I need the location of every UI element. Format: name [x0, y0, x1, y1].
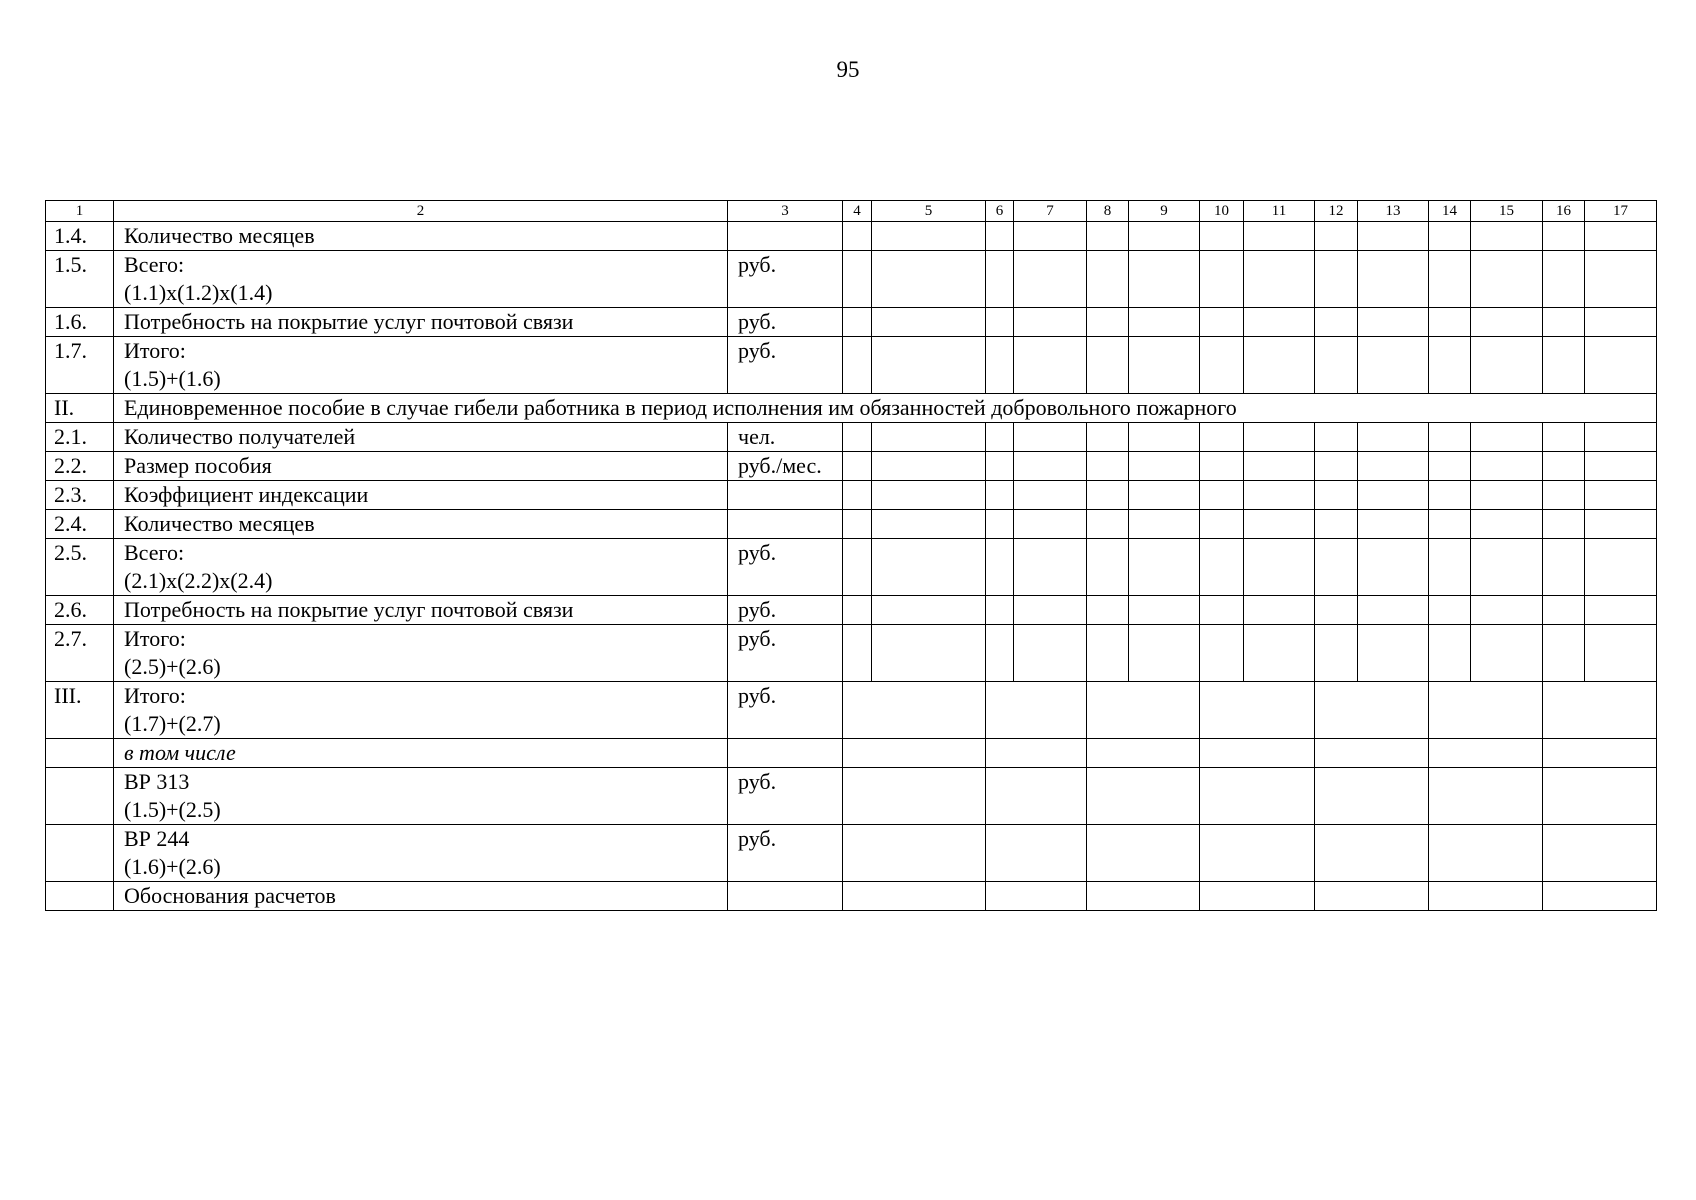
- value-cell: [1471, 625, 1543, 682]
- row-number: 2.1.: [46, 423, 114, 452]
- merged-value-cell: [843, 682, 986, 739]
- unit-cell: [728, 510, 843, 539]
- merged-value-cell: [843, 882, 986, 911]
- value-cell: [1087, 423, 1129, 452]
- merged-value-cell: [986, 825, 1087, 882]
- value-cell: [1315, 222, 1358, 251]
- value-cell: [986, 481, 1014, 510]
- value-cell: [1471, 337, 1543, 394]
- page-number: 95: [836, 57, 860, 82]
- merged-value-cell: [986, 768, 1087, 825]
- value-cell: [843, 625, 872, 682]
- row-formula: (1.7)+(2.7): [124, 711, 221, 736]
- value-cell: [1471, 596, 1543, 625]
- value-cell: [1087, 452, 1129, 481]
- value-cell: [1200, 625, 1244, 682]
- row-number: 1.5.: [46, 251, 114, 308]
- value-cell: [1471, 452, 1543, 481]
- column-number-cell: 9: [1129, 201, 1200, 222]
- value-cell: [1087, 510, 1129, 539]
- value-cell: [1358, 539, 1429, 596]
- row-number: 2.2.: [46, 452, 114, 481]
- value-cell: [872, 510, 986, 539]
- value-cell: [1429, 596, 1471, 625]
- row-formula: (1.6)+(2.6): [124, 854, 221, 879]
- value-cell: [843, 452, 872, 481]
- value-cell: [1585, 596, 1657, 625]
- row-name: Количество месяцев: [114, 222, 728, 251]
- table-row: [46, 539, 1657, 596]
- value-cell: [1429, 251, 1471, 308]
- value-cell: [1200, 423, 1244, 452]
- value-cell: [1585, 625, 1657, 682]
- value-cell: [1471, 222, 1543, 251]
- merged-value-cell: [1200, 682, 1315, 739]
- value-cell: [1244, 222, 1315, 251]
- value-cell: [1129, 423, 1200, 452]
- value-cell: [1429, 337, 1471, 394]
- table-row: [46, 452, 1657, 481]
- value-cell: [1429, 452, 1471, 481]
- value-cell: [1244, 481, 1315, 510]
- value-cell: [1471, 539, 1543, 596]
- merged-value-cell: [1315, 768, 1429, 825]
- value-cell: [1129, 222, 1200, 251]
- merged-value-cell: [1429, 768, 1543, 825]
- row-name: Количество получателей: [114, 423, 728, 452]
- value-cell: [1129, 625, 1200, 682]
- value-cell: [986, 452, 1014, 481]
- merged-value-cell: [1315, 825, 1429, 882]
- unit-cell: [728, 882, 843, 911]
- value-cell: [986, 337, 1014, 394]
- value-cell: [1543, 625, 1585, 682]
- value-cell: [1471, 251, 1543, 308]
- value-cell: [1014, 308, 1087, 337]
- table-row: [46, 596, 1657, 625]
- value-cell: [1200, 222, 1244, 251]
- table-row: [46, 739, 1657, 768]
- value-cell: [1129, 452, 1200, 481]
- row-number: [46, 739, 114, 768]
- value-cell: [1315, 423, 1358, 452]
- value-cell: [1585, 308, 1657, 337]
- value-cell: [1087, 539, 1129, 596]
- value-cell: [872, 251, 986, 308]
- unit-cell: руб.: [728, 596, 843, 625]
- row-name: Потребность на покрытие услуг почтовой связи: [114, 308, 728, 337]
- value-cell: [1315, 625, 1358, 682]
- data-table: [45, 200, 1657, 911]
- row-number: 2.5.: [46, 539, 114, 596]
- merged-value-cell: [1543, 682, 1657, 739]
- column-number-cell: 4: [843, 201, 872, 222]
- unit-cell: руб.: [728, 539, 843, 596]
- merged-value-cell: [1429, 682, 1543, 739]
- value-cell: [1543, 481, 1585, 510]
- value-cell: [1315, 481, 1358, 510]
- value-cell: [1543, 251, 1585, 308]
- row-name: Итого: (1.7)+(2.7): [114, 682, 728, 739]
- value-cell: [1358, 596, 1429, 625]
- row-name: Размер пособия: [114, 452, 728, 481]
- value-cell: [1358, 510, 1429, 539]
- value-cell: [1244, 596, 1315, 625]
- value-cell: [1014, 625, 1087, 682]
- merged-value-cell: [1429, 739, 1543, 768]
- value-cell: [1200, 510, 1244, 539]
- column-number-cell: 12: [1315, 201, 1358, 222]
- value-cell: [1315, 596, 1358, 625]
- value-cell: [843, 539, 872, 596]
- row-name: Всего: (1.1)x(1.2)x(1.4): [114, 251, 728, 308]
- value-cell: [986, 510, 1014, 539]
- value-cell: [986, 423, 1014, 452]
- value-cell: [1358, 481, 1429, 510]
- value-cell: [986, 222, 1014, 251]
- merged-value-cell: [1087, 825, 1200, 882]
- value-cell: [1543, 596, 1585, 625]
- value-cell: [1429, 510, 1471, 539]
- table-row: [46, 222, 1657, 251]
- value-cell: [1014, 251, 1087, 308]
- table-row: [46, 825, 1657, 882]
- value-cell: [1429, 423, 1471, 452]
- value-cell: [843, 308, 872, 337]
- value-cell: [1087, 308, 1129, 337]
- value-cell: [1315, 510, 1358, 539]
- table-row: [46, 510, 1657, 539]
- merged-value-cell: [1315, 682, 1429, 739]
- table-row: [46, 308, 1657, 337]
- value-cell: [1244, 337, 1315, 394]
- value-cell: [1014, 481, 1087, 510]
- column-number-cell: 17: [1585, 201, 1657, 222]
- table-body: [46, 201, 1657, 911]
- value-cell: [986, 596, 1014, 625]
- value-cell: [1244, 423, 1315, 452]
- merged-value-cell: [843, 739, 986, 768]
- row-name: в том числе: [114, 739, 728, 768]
- value-cell: [1014, 452, 1087, 481]
- value-cell: [1244, 452, 1315, 481]
- unit-cell: руб.: [728, 825, 843, 882]
- value-cell: [872, 596, 986, 625]
- merged-value-cell: [1087, 768, 1200, 825]
- merged-value-cell: [1429, 825, 1543, 882]
- value-cell: [1014, 337, 1087, 394]
- value-cell: [1315, 337, 1358, 394]
- row-number: 1.6.: [46, 308, 114, 337]
- merged-value-cell: [986, 682, 1087, 739]
- value-cell: [1087, 251, 1129, 308]
- merged-value-cell: [1200, 825, 1315, 882]
- value-cell: [1129, 337, 1200, 394]
- merged-value-cell: [1543, 825, 1657, 882]
- section-title: Единовременное пособие в случае гибели работника в период исполнения им обязанностей добровольного пожарного: [114, 394, 1657, 423]
- value-cell: [1585, 423, 1657, 452]
- value-cell: [1087, 222, 1129, 251]
- value-cell: [986, 308, 1014, 337]
- table-row: [46, 882, 1657, 911]
- unit-cell: руб.: [728, 625, 843, 682]
- column-number-cell: 7: [1014, 201, 1087, 222]
- value-cell: [1358, 625, 1429, 682]
- value-cell: [843, 596, 872, 625]
- value-cell: [1471, 510, 1543, 539]
- value-cell: [1358, 222, 1429, 251]
- value-cell: [872, 423, 986, 452]
- value-cell: [1585, 251, 1657, 308]
- value-cell: [1429, 481, 1471, 510]
- value-cell: [1358, 423, 1429, 452]
- value-cell: [1543, 423, 1585, 452]
- unit-cell: [728, 222, 843, 251]
- unit-cell: руб./мес.: [728, 452, 843, 481]
- value-cell: [1087, 596, 1129, 625]
- value-cell: [843, 337, 872, 394]
- value-cell: [872, 481, 986, 510]
- column-number-cell: 2: [114, 201, 728, 222]
- merged-value-cell: [1543, 739, 1657, 768]
- value-cell: [1429, 625, 1471, 682]
- value-cell: [872, 222, 986, 251]
- value-cell: [1315, 251, 1358, 308]
- value-cell: [1129, 510, 1200, 539]
- value-cell: [1315, 452, 1358, 481]
- value-cell: [1087, 625, 1129, 682]
- value-cell: [1585, 510, 1657, 539]
- row-number: 2.4.: [46, 510, 114, 539]
- unit-cell: руб.: [728, 251, 843, 308]
- value-cell: [1200, 251, 1244, 308]
- table-row: [46, 251, 1657, 308]
- table-row: [46, 337, 1657, 394]
- row-name: ВР 244 (1.6)+(2.6): [114, 825, 728, 882]
- merged-value-cell: [1543, 768, 1657, 825]
- column-number-cell: 3: [728, 201, 843, 222]
- table-row: [46, 682, 1657, 739]
- column-number-cell: 11: [1244, 201, 1315, 222]
- value-cell: [1585, 222, 1657, 251]
- row-formula: (2.1)x(2.2)x(2.4): [124, 568, 273, 593]
- value-cell: [1200, 337, 1244, 394]
- row-formula: (2.5)+(2.6): [124, 654, 221, 679]
- value-cell: [1014, 510, 1087, 539]
- value-cell: [1129, 539, 1200, 596]
- column-number-cell: 10: [1200, 201, 1244, 222]
- value-cell: [1014, 222, 1087, 251]
- row-name: Коэффициент индексации: [114, 481, 728, 510]
- table-row: [46, 768, 1657, 825]
- row-number: 2.6.: [46, 596, 114, 625]
- unit-cell: чел.: [728, 423, 843, 452]
- value-cell: [1200, 452, 1244, 481]
- merged-value-cell: [1200, 882, 1315, 911]
- merged-value-cell: [843, 825, 986, 882]
- value-cell: [1315, 308, 1358, 337]
- table-row: [46, 481, 1657, 510]
- row-number: 1.4.: [46, 222, 114, 251]
- value-cell: [872, 539, 986, 596]
- merged-value-cell: [986, 882, 1087, 911]
- value-cell: [1200, 481, 1244, 510]
- merged-value-cell: [1315, 882, 1429, 911]
- row-number: [46, 768, 114, 825]
- value-cell: [1200, 308, 1244, 337]
- row-number: 2.3.: [46, 481, 114, 510]
- value-cell: [1129, 251, 1200, 308]
- unit-cell: руб.: [728, 337, 843, 394]
- value-cell: [872, 337, 986, 394]
- value-cell: [843, 251, 872, 308]
- value-cell: [1087, 481, 1129, 510]
- value-cell: [1014, 596, 1087, 625]
- column-number-cell: 1: [46, 201, 114, 222]
- merged-value-cell: [1429, 882, 1543, 911]
- value-cell: [1543, 452, 1585, 481]
- unit-cell: руб.: [728, 308, 843, 337]
- row-formula: (1.5)+(2.5): [124, 797, 221, 822]
- value-cell: [1129, 596, 1200, 625]
- row-number: II.: [46, 394, 114, 423]
- merged-value-cell: [1315, 739, 1429, 768]
- value-cell: [986, 625, 1014, 682]
- table-row: [46, 625, 1657, 682]
- section-header-row: [46, 394, 1657, 423]
- merged-value-cell: [843, 768, 986, 825]
- row-name: Всего: (2.1)x(2.2)x(2.4): [114, 539, 728, 596]
- table-row: [46, 423, 1657, 452]
- value-cell: [1585, 452, 1657, 481]
- merged-value-cell: [1543, 882, 1657, 911]
- row-formula: (1.5)+(1.6): [124, 366, 221, 391]
- unit-cell: [728, 481, 843, 510]
- value-cell: [1244, 625, 1315, 682]
- value-cell: [1543, 308, 1585, 337]
- value-cell: [1543, 510, 1585, 539]
- merged-value-cell: [986, 739, 1087, 768]
- value-cell: [1200, 596, 1244, 625]
- value-cell: [1244, 251, 1315, 308]
- value-cell: [843, 222, 872, 251]
- merged-value-cell: [1087, 739, 1200, 768]
- column-number-cell: 16: [1543, 201, 1585, 222]
- row-name: Итого: (2.5)+(2.6): [114, 625, 728, 682]
- value-cell: [1471, 423, 1543, 452]
- value-cell: [1244, 539, 1315, 596]
- merged-value-cell: [1087, 882, 1200, 911]
- row-name: Потребность на покрытие услуг почтовой связи: [114, 596, 728, 625]
- value-cell: [1429, 222, 1471, 251]
- value-cell: [1358, 251, 1429, 308]
- value-cell: [1585, 539, 1657, 596]
- value-cell: [843, 510, 872, 539]
- value-cell: [843, 423, 872, 452]
- row-name: Итого: (1.5)+(1.6): [114, 337, 728, 394]
- row-name: Количество месяцев: [114, 510, 728, 539]
- value-cell: [1358, 308, 1429, 337]
- value-cell: [1543, 222, 1585, 251]
- value-cell: [1315, 539, 1358, 596]
- column-number-header-row: [46, 201, 1657, 222]
- value-cell: [1129, 481, 1200, 510]
- value-cell: [843, 481, 872, 510]
- merged-value-cell: [1087, 682, 1200, 739]
- merged-value-cell: [1200, 768, 1315, 825]
- row-name: Обоснования расчетов: [114, 882, 728, 911]
- row-number: III.: [46, 682, 114, 739]
- row-number: 1.7.: [46, 337, 114, 394]
- row-number: [46, 825, 114, 882]
- column-number-cell: 5: [872, 201, 986, 222]
- column-number-cell: 8: [1087, 201, 1129, 222]
- value-cell: [1585, 481, 1657, 510]
- column-number-cell: 14: [1429, 201, 1471, 222]
- value-cell: [1543, 539, 1585, 596]
- value-cell: [1471, 481, 1543, 510]
- value-cell: [1244, 510, 1315, 539]
- value-cell: [1129, 308, 1200, 337]
- value-cell: [1358, 337, 1429, 394]
- value-cell: [872, 308, 986, 337]
- value-cell: [986, 539, 1014, 596]
- value-cell: [1200, 539, 1244, 596]
- merged-value-cell: [1200, 739, 1315, 768]
- value-cell: [1471, 308, 1543, 337]
- value-cell: [986, 251, 1014, 308]
- value-cell: [1014, 423, 1087, 452]
- column-number-cell: 6: [986, 201, 1014, 222]
- row-number: 2.7.: [46, 625, 114, 682]
- value-cell: [1244, 308, 1315, 337]
- value-cell: [1429, 539, 1471, 596]
- value-cell: [1585, 337, 1657, 394]
- value-cell: [1358, 452, 1429, 481]
- unit-cell: руб.: [728, 768, 843, 825]
- row-formula: (1.1)x(1.2)x(1.4): [124, 280, 273, 305]
- row-number: [46, 882, 114, 911]
- unit-cell: [728, 739, 843, 768]
- value-cell: [1014, 539, 1087, 596]
- value-cell: [1543, 337, 1585, 394]
- value-cell: [1429, 308, 1471, 337]
- row-name: ВР 313 (1.5)+(2.5): [114, 768, 728, 825]
- column-number-cell: 13: [1358, 201, 1429, 222]
- value-cell: [872, 452, 986, 481]
- value-cell: [872, 625, 986, 682]
- unit-cell: руб.: [728, 682, 843, 739]
- value-cell: [1087, 337, 1129, 394]
- column-number-cell: 15: [1471, 201, 1543, 222]
